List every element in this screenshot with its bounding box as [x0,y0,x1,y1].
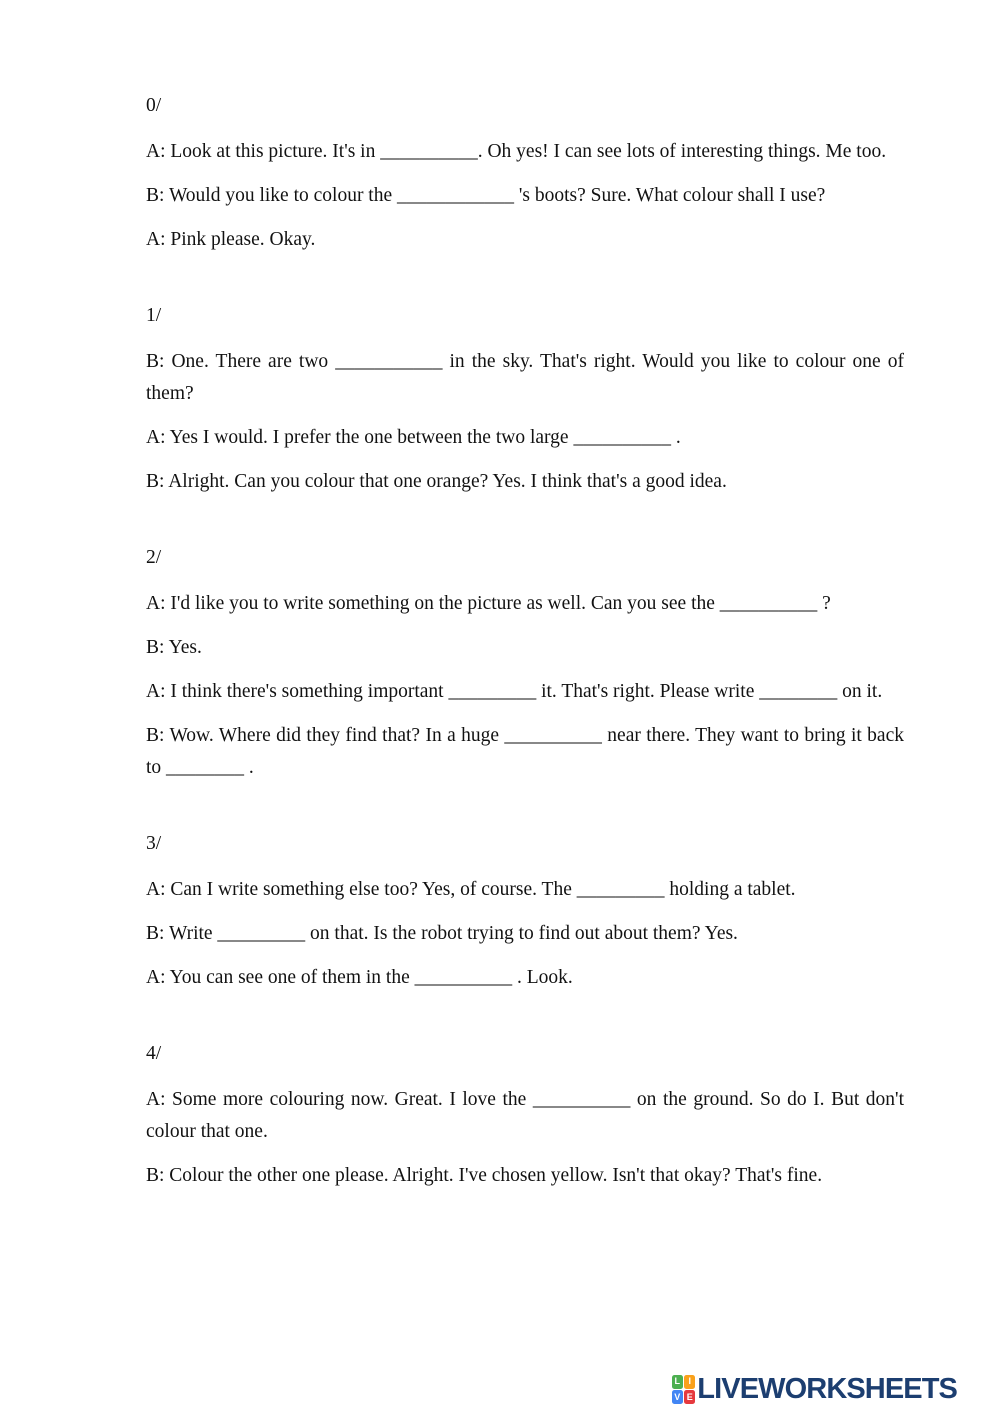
dialogue-line: A: I'd like you to write something on the picture as well. Can you see the __________ ? [146,593,831,614]
dialogue-line: A: Yes I would. I prefer the one between the two large __________ . [146,427,681,448]
logo-square-l: L [672,1375,683,1389]
liveworksheets-logo-icon [672,1375,696,1405]
section-number: 0/ [146,95,162,116]
logo-square-v: V [672,1390,683,1404]
dialogue-line: A: Can I write something else too? Yes, of course. The _________ holding a tablet. [146,879,796,900]
dialogue-line: B: Alright. Can you colour that one orange? Yes. I think that's a good idea. [146,471,727,492]
dialogue-section-3 [146,828,904,994]
dialogue-line: B: Would you like to colour the ____________ 's boots? Sure. What colour shall I use? [146,185,826,206]
section-number: 3/ [146,833,162,854]
dialogue-line: A: Pink please. Okay. [146,229,316,250]
dialogue-section-0 [146,90,904,256]
section-number: 1/ [146,305,162,326]
dialogue-line: A: You can see one of them in the __________ . Look. [146,967,573,988]
dialogue-section-1 [146,300,904,498]
dialogue-line: B: Yes. [146,637,202,658]
logo-square-i: I [684,1375,695,1389]
brand-name: LIVEWORKSHEETS [697,1373,957,1405]
dialogue-section-4 [146,1038,904,1192]
dialogue-section-2 [146,542,904,784]
section-number: 4/ [146,1043,162,1064]
dialogue-line: B: One. There are two ___________ in the sky. That's right. Would you like to colour one of them? [146,351,904,404]
dialogue-line: B: Write _________ on that. Is the robot trying to find out about them? Yes. [146,923,738,944]
liveworksheets-logo[interactable] [672,1373,957,1406]
section-number: 2/ [146,547,162,568]
dialogue-line: A: I think there's something important _________ it. That's right. Please write ________ on it. [146,681,883,702]
dialogue-line: A: Look at this picture. It's in __________. Oh yes! I can see lots of interesting things. Me too. [146,141,887,162]
dialogue-line: B: Colour the other one please. Alright. I've chosen yellow. Isn't that okay? That's fine. [146,1165,823,1186]
dialogue-line: B: Wow. Where did they find that? In a huge __________ near there. They want to bring it back to ________ . [146,725,904,778]
logo-square-e: E [684,1390,695,1404]
dialogue-line: A: Some more colouring now. Great. I love the __________ on the ground. So do I. But don't colour that one. [146,1089,904,1142]
